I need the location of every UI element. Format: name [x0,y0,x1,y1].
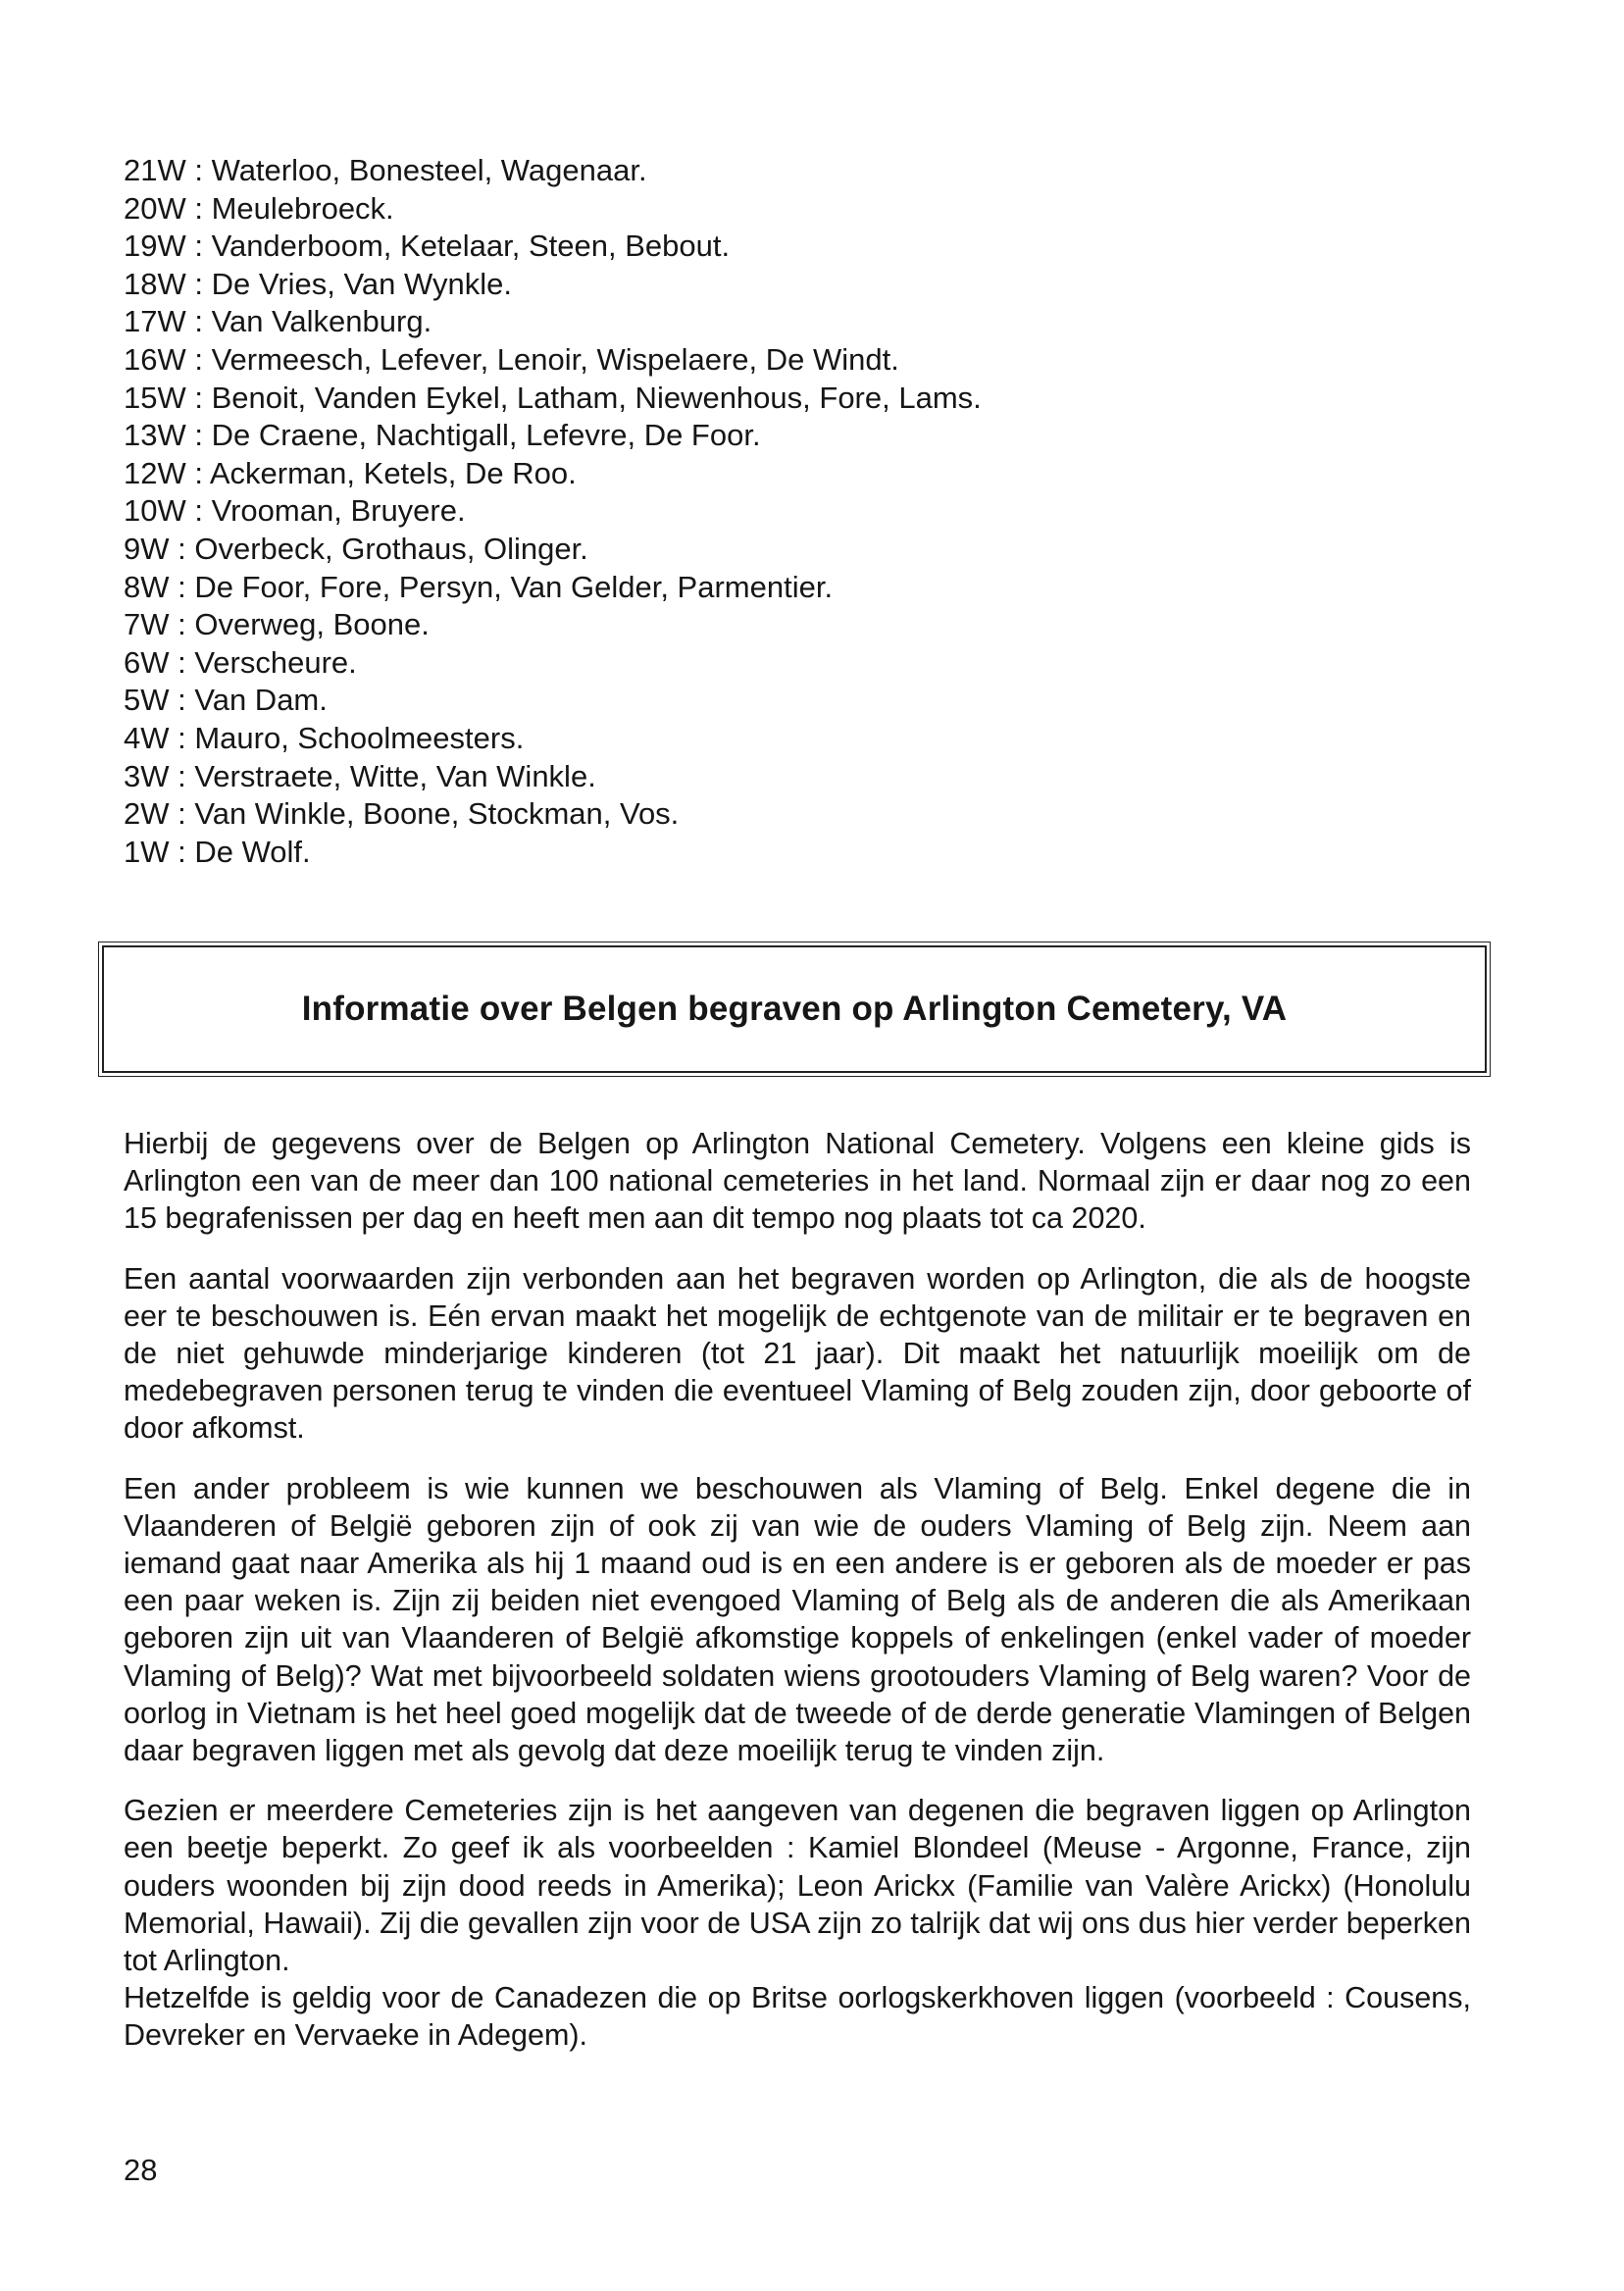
paragraph: Een ander probleem is wie kunnen we beschouwen als Vlaming of Belg. Enkel degene die in Vlaanderen of België geboren zijn of ook zij van wie de ouders Vlaming of Belg zijn. Neem aan iemand gaat naar Amerika als hij 1 maand oud is en een andere is er geboren als de moeder er pas een paar weken is. Zijn zij beiden niet evengoed Vlaming of Belg als de anderen die als Amerikaan geboren zijn uit van Vlaanderen of België afkomstige koppels of enkelingen (enkel vader of moeder Vlaming of Belg)? Wat met bijvoorbeeld soldaten wiens grootouders Vlaming of Belg waren? Voor de oorlog in Vietnam is het heel goed mogelijk dat de tweede of de derde generatie Vlamingen of Belgen daar begraven liggen met als gevolg dat deze moeilijk terug te vinden zijn. [124,1471,1471,1768]
list-item: 3W : Verstraete, Witte, Van Winkle. [124,758,596,793]
list-item: 12W : Ackerman, Ketels, De Roo. [124,455,577,490]
list-item: 18W : De Vries, Van Wynkle. [124,266,512,301]
list-item: 17W : Van Valkenburg. [124,304,432,339]
list-item: 13W : De Craene, Nachtigall, Lefevre, De Foor. [124,418,761,453]
list-item: 7W : Overweg, Boone. [124,607,430,642]
paragraph: Hetzelfde is geldig voor de Canadezen die op Britse oorlogskerkhoven liggen (voorbeeld : Cousens, Devreker en Vervaeke in Adegem). [124,1981,1471,2053]
list-item: 2W : Van Winkle, Boone, Stockman, Vos. [124,796,680,832]
list-item: 21W : Waterloo, Bonesteel, Wagenaar. [124,153,647,187]
list-item: 8W : De Foor, Fore, Persyn, Van Gelder, Parmentier. [124,569,834,604]
list-item: 4W : Mauro, Schoolmeesters. [124,720,525,755]
page-number: 28 [124,2153,158,2187]
list-item: 19W : Vanderboom, Ketelaar, Steen, Bebout. [124,229,731,264]
section-title-box [102,945,1487,1073]
list-item: 1W : De Wolf. [124,834,311,869]
list-item: 6W : Verscheure. [124,644,357,680]
paragraph: Gezien er meerdere Cemeteries zijn is het aangeven van degenen die begraven liggen op Arlington een beetje beperkt. Zo geef ik als voorbeelden : Kamiel Blondeel (Meuse - Argonne, France, zijn ouders woonden bij zijn dood reeds in Amerika); Leon Arickx (Familie van Valère Arickx) (Honolulu Memorial, Hawaii). Zij die gevallen zijn voor de USA zijn zo talrijk dat wij ons dus hier verder beperken tot Arlington. [124,1794,1471,1978]
list-item: 15W : Benoit, Vanden Eykel, Latham, Niewenhous, Fore, Lams. [124,380,982,415]
list-item: 20W : Meulebroeck. [124,190,394,226]
list-item: 10W : Vrooman, Bruyere. [124,493,466,529]
paragraph: Hierbij de gegevens over de Belgen op Arlington National Cemetery. Volgens een kleine gids is Arlington een van de meer dan 100 national cemeteries in het land. Normaal zijn er daar nog zo een 15 begrafenissen per dag en heeft men aan dit tempo nog plaats tot ca 2020. [124,1127,1471,1236]
grave-section-list [124,152,1202,871]
list-item: 9W : Overbeck, Grothaus, Olinger. [124,531,588,566]
list-item: 5W : Van Dam. [124,683,328,718]
article-body [124,1125,1471,2077]
section-title: Informatie over Belgen begraven op Arlington Cemetery, VA [301,990,1288,1028]
list-item: 16W : Vermeesch, Lefever, Lenoir, Wispelaere, De Windt. [124,341,899,377]
paragraph: Een aantal voorwaarden zijn verbonden aan het begraven worden op Arlington, die als de hoogste eer te beschouwen is. Eén ervan maakt het mogelijk de echtgenote van de militair er te begraven en de niet gehuwde minderjarige kinderen (tot 21 jaar). Dit maakt het natuurlijk moeilijk om de medebegraven personen terug te vinden die eventueel Vlaming of Belg zouden zijn, door geboorte of door afkomst. [124,1261,1471,1446]
